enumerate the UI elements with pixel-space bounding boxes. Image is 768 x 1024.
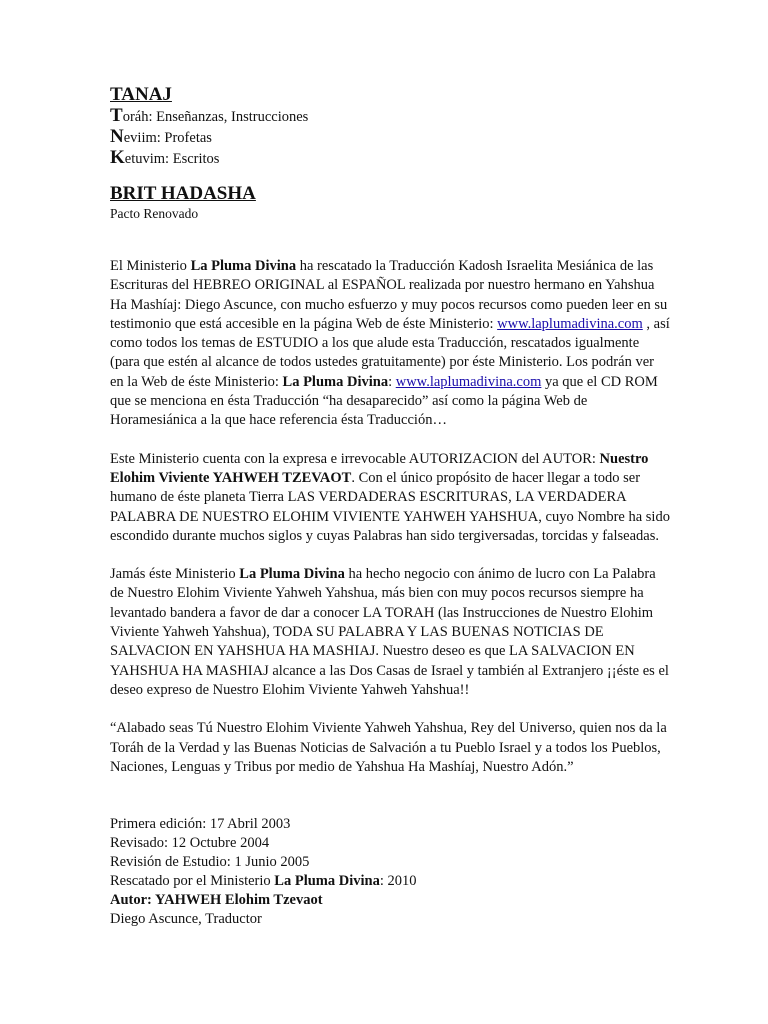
translator-line: Diego Ascunce, Traductor xyxy=(110,911,262,928)
tanaj-item-torah xyxy=(110,106,670,127)
document-body xyxy=(110,84,670,929)
brit-hadasha-heading: BRIT HADASHA xyxy=(110,183,256,204)
ministry-name: La Pluma Divina xyxy=(190,258,297,274)
website-link[interactable]: www.laplumadivina.com xyxy=(497,315,643,332)
revision-line: Revisado: 12 Octubre 2004 xyxy=(110,835,270,852)
text: , así como todos los temas de ESTUDIO a los que alude esta Traducción, rescatados igualmente (para que estén al alcance de todos ustedes gratuitamente) por éste Ministerio. Los podrán ver en la Web de éste Ministerio: xyxy=(110,315,670,390)
text: . Con el único propósito de hacer llegar a todo ser humano de éste planeta Tierra LAS VERDADERAS ESCRITURAS, LA VERDADERA PALABRA DE NUESTRO ELOHIM VIVIENTE YAHWEH YAHSHUA, cuyo Nombre ha sido escondido durante muchos siglos y cuyas Palabras han sido tergiversadas, torcidas y falseadas. xyxy=(110,469,670,544)
tanaj-item-text: eviim: Profetas xyxy=(123,130,212,146)
paragraph-autorizacion xyxy=(110,450,670,546)
brit-hadasha-subtitle: Pacto Renovado xyxy=(110,206,199,221)
paragraph-negocio xyxy=(110,565,670,700)
tanaj-initial: N xyxy=(110,126,124,147)
tanaj-initial: K xyxy=(110,147,125,168)
author-name: Nuestro Elohim Viviente YAHWEH TZEVAOT xyxy=(110,450,649,486)
edition-line: Primera edición: 17 Abril 2003 xyxy=(110,816,291,833)
tanaj-item-ketuvim xyxy=(110,148,670,169)
text: ha hecho negocio con ánimo de lucro con La Palabra de Nuestro Elohim Viviente Yahweh Yahshua, más bien con muy pocos recursos siempre ha levantado bandera a favor de dar a conocer LA TORAH (las Instrucciones de Nuestro Elohim Viviente Yahweh Yahshua), TODA SU PALABRA Y LAS BUENAS NOTICIAS DE SALVACION EN YAHSHUA HA MASHIAJ. Nuestro deseo es que LA SALVACION EN YAHSHUA HA MASHIAJ alcance a las Dos Casas de Israel y también al Extranjero ¡¡éste es el deseo expreso de Nuestro Elohim Viviente Yahweh Yahshua!! xyxy=(110,566,669,698)
author-line: Autor: YAHWEH Elohim Tzevaot xyxy=(110,892,323,909)
ministry-name: La Pluma Divina xyxy=(274,873,380,890)
rescued-line xyxy=(110,872,670,891)
tanaj-item-neviim xyxy=(110,127,670,148)
tanaj-initial: T xyxy=(110,105,123,126)
tanaj-item-text: oráh: Enseñanzas, Instrucciones xyxy=(122,109,309,125)
paragraph-quote: “Alabado seas Tú Nuestro Elohim Viviente Yahweh Yahshua, Rey del Universo, quien nos da la Toráh de la Verdad y las Buenas Noticias de Salvación a tu Pueblo Israel y a todos los Pueblos, Naciones, Lenguas y Tribus por medio de Yahshua Ha Mashíaj, Nuestro Adón.” xyxy=(110,720,667,775)
paragraph-ministerio xyxy=(110,257,670,431)
tanaj-heading: TANAJ xyxy=(110,84,172,105)
text: El Ministerio xyxy=(110,258,191,274)
text: ha rescatado la Traducción Kadosh Israelita Mesiánica de las Escrituras del HEBREO ORIGINAL al ESPAÑOL realizada por nuestro hermano en Yahshua Ha Mashíaj: Diego Ascunce, con mucho esfuerzo y muy pocos recursos como pueden leer en su testimonio que está accesible en la página Web de éste Ministerio: xyxy=(110,258,668,332)
text: : 2010 xyxy=(379,873,417,890)
text: : xyxy=(388,373,396,390)
text: Rescatado por el Ministerio xyxy=(110,873,275,890)
tanaj-item-text: etuvim: Escritos xyxy=(124,151,220,167)
text: Este Ministerio cuenta con la expresa e irrevocable AUTORIZACION del AUTOR: xyxy=(110,450,600,467)
study-revision-line: Revisión de Estudio: 1 Junio 2005 xyxy=(110,854,310,871)
website-link[interactable]: www.laplumadivina.com xyxy=(395,373,542,390)
text: ya que el CD ROM que se menciona en ésta Traducción “ha desaparecido” así como la página Web de Horamesiánica a la que hace referencia ésta Traducción… xyxy=(110,373,658,429)
text: Jamás éste Ministerio xyxy=(110,566,240,583)
ministry-name: La Pluma Divina xyxy=(239,566,345,583)
edition-info xyxy=(110,815,670,929)
ministry-name: La Pluma Divina xyxy=(282,373,389,390)
